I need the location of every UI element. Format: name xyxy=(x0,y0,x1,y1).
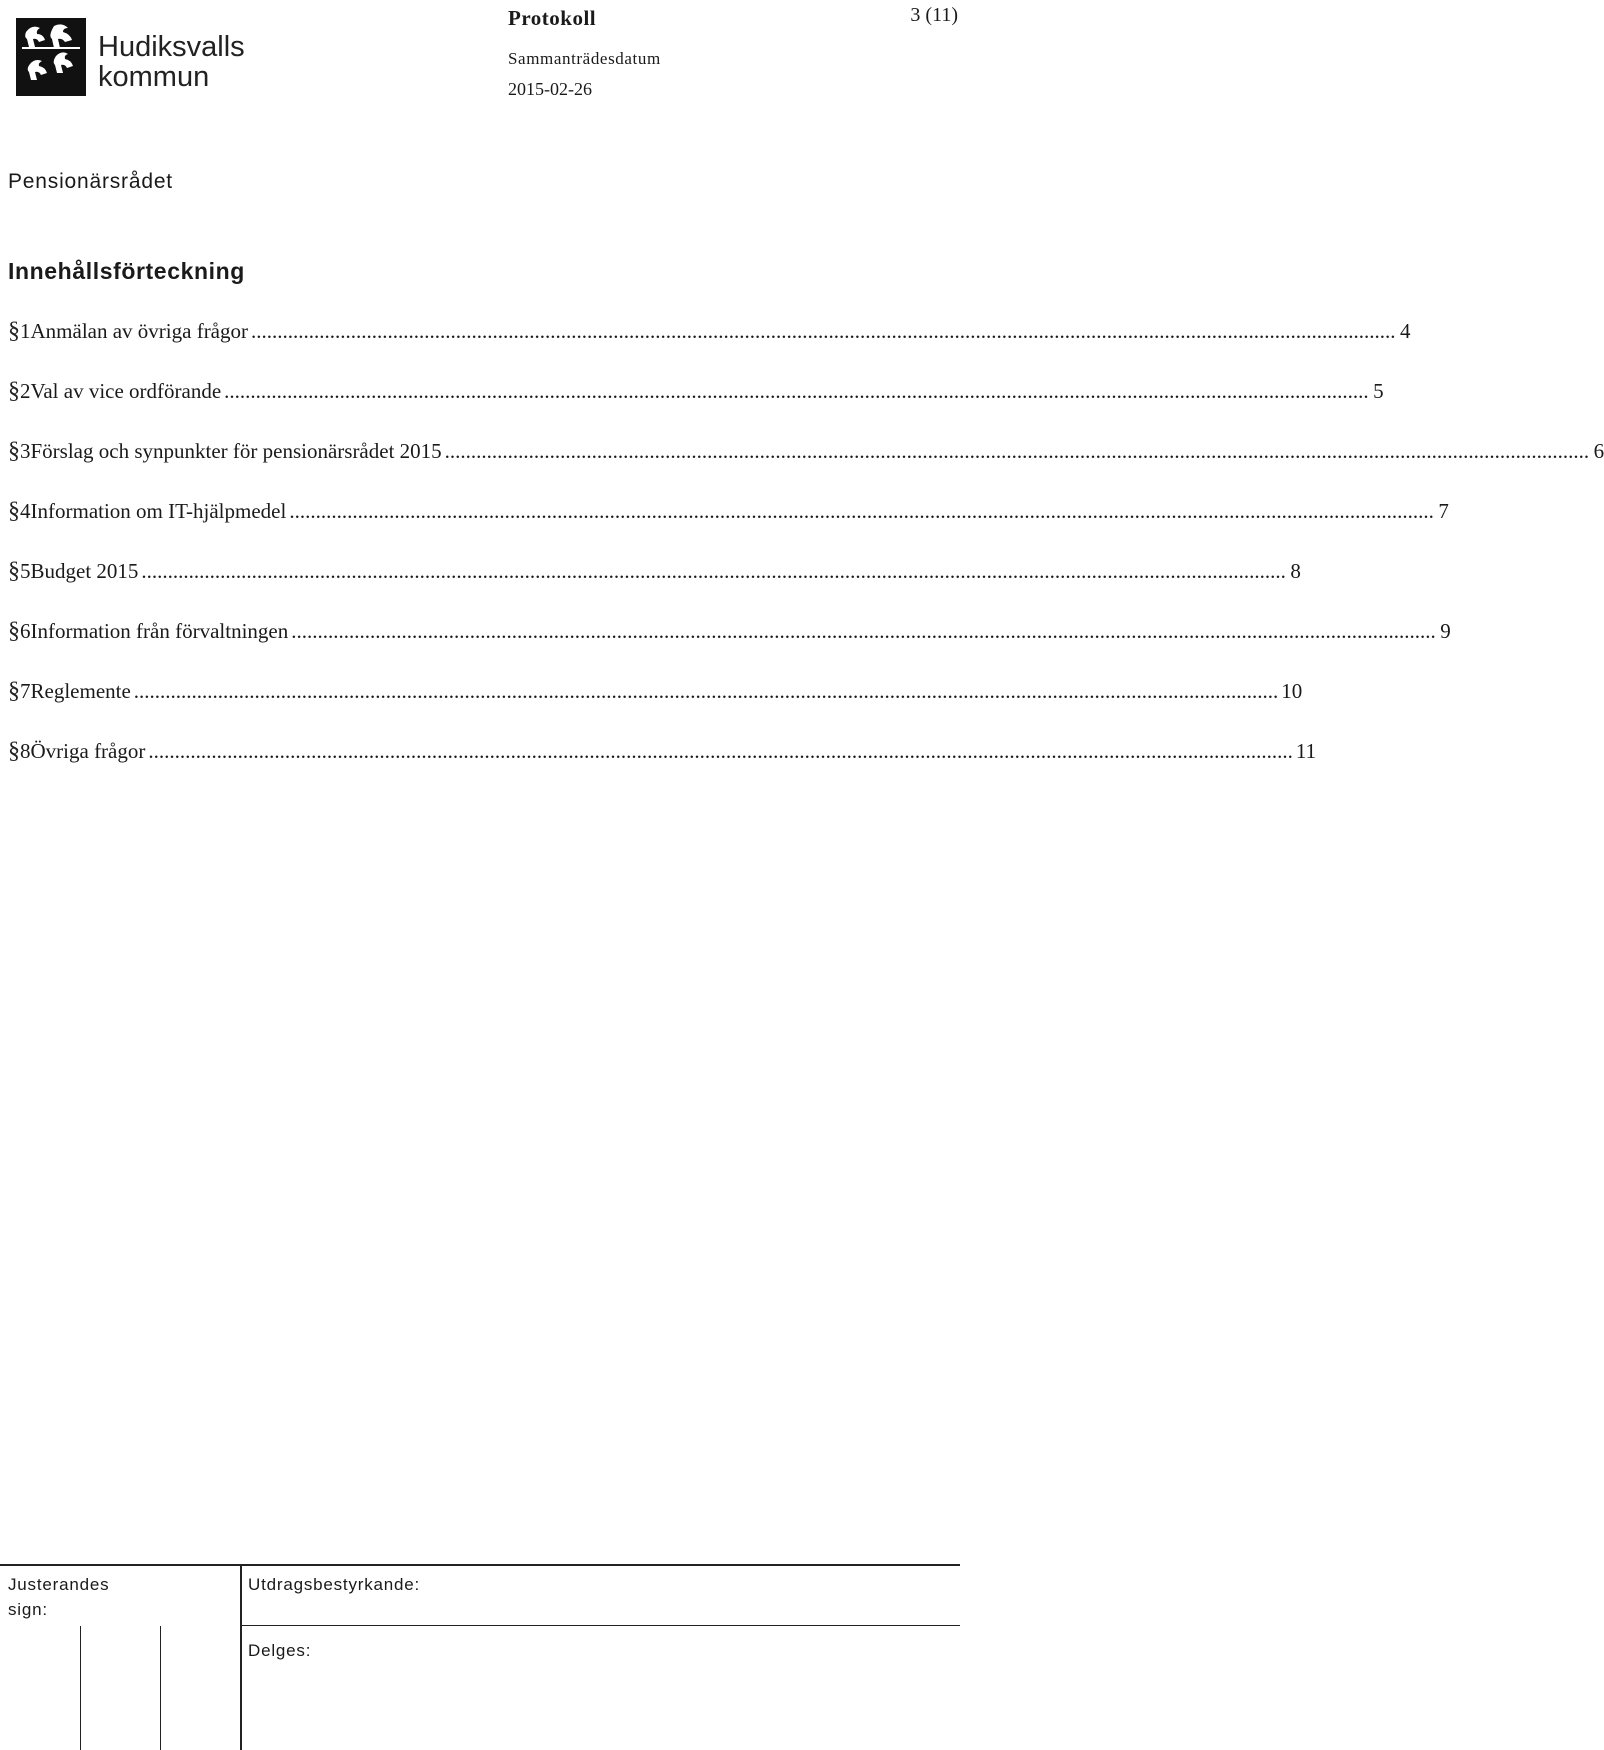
toc-item[interactable] xyxy=(8,618,1451,678)
toc-heading: Innehållsförteckning xyxy=(8,258,245,284)
toc-item-title: Information om IT-hjälpmedel xyxy=(30,499,287,523)
toc-item-number: 8 xyxy=(20,739,31,763)
toc-item-title: Förslag och synpunkter för pensionärsrådet 2015 xyxy=(30,439,442,463)
toc-item-number: 6 xyxy=(20,619,31,643)
toc-item-page: 6 xyxy=(1593,439,1604,463)
logo-text-line2: kommun xyxy=(98,61,210,93)
toc-item-page: 11 xyxy=(1295,739,1317,763)
section-symbol: § xyxy=(8,498,20,524)
section-symbol: § xyxy=(8,558,20,584)
toc-item[interactable] xyxy=(8,738,1317,798)
dot-leader: .......................................................................................................................................................................................................................... xyxy=(133,679,1279,703)
signers-label-line1: Justerandes xyxy=(8,1575,110,1594)
toc-item-number: 4 xyxy=(20,499,31,523)
toc-item-page: 4 xyxy=(1400,319,1411,343)
meeting-date-label: Sammanträdesdatum xyxy=(508,49,661,68)
dot-leader: .......................................................................................................................................................................................................................... xyxy=(224,379,1369,403)
toc-item-number: 7 xyxy=(20,679,31,703)
document-type: Protokoll xyxy=(508,6,597,30)
extract-certification-label: Utdragsbestyrkande: xyxy=(248,1575,421,1594)
toc-item-page: 5 xyxy=(1373,379,1384,403)
meeting-date: 2015-02-26 xyxy=(508,79,592,99)
signature-footer xyxy=(0,1564,960,1750)
section-symbol: § xyxy=(8,378,20,404)
signers-label-line2: sign: xyxy=(8,1600,48,1619)
dot-leader: .......................................................................................................................................................................................................................... xyxy=(444,439,1590,463)
toc-item[interactable] xyxy=(8,378,1384,438)
page-number: 3 (11) xyxy=(910,4,958,26)
toc-item[interactable] xyxy=(8,498,1449,558)
toc-item-title: Anmälan av övriga frågor xyxy=(30,319,248,343)
dot-leader: .......................................................................................................................................................................................................................... xyxy=(148,739,1293,763)
section-symbol: § xyxy=(8,618,20,644)
section-symbol: § xyxy=(8,438,20,464)
toc-item[interactable] xyxy=(8,558,1301,618)
dot-leader: .......................................................................................................................................................................................................................... xyxy=(289,499,1434,523)
footer-inner-divider xyxy=(242,1625,960,1626)
toc-item-title: Val av vice ordförande xyxy=(30,379,222,403)
toc-item-page: 10 xyxy=(1281,679,1303,703)
toc-item-title: Budget 2015 xyxy=(30,559,139,583)
table-of-contents xyxy=(8,318,1604,798)
toc-item-number: 5 xyxy=(20,559,31,583)
section-symbol: § xyxy=(8,678,20,704)
footer-top-border xyxy=(0,1564,960,1566)
toc-item-title: Reglemente xyxy=(30,679,131,703)
toc-item[interactable] xyxy=(8,438,1604,498)
municipality-logo xyxy=(16,18,266,96)
dot-leader: .......................................................................................................................................................................................................................... xyxy=(291,619,1436,643)
committee-name: Pensionärsrådet xyxy=(8,170,173,193)
distributed-to-label: Delges: xyxy=(248,1641,312,1660)
toc-item-page: 7 xyxy=(1438,499,1449,523)
signature-box-divider-1 xyxy=(80,1626,81,1750)
goat-emblem-icon xyxy=(16,18,266,96)
section-symbol: § xyxy=(8,738,20,764)
toc-item-page: 8 xyxy=(1290,559,1301,583)
toc-item-title: Övriga frågor xyxy=(30,739,146,763)
dot-leader: .......................................................................................................................................................................................................................... xyxy=(141,559,1286,583)
dot-leader: .......................................................................................................................................................................................................................... xyxy=(251,319,1396,343)
footer-divider xyxy=(240,1564,242,1750)
signers-label xyxy=(8,1572,109,1622)
toc-item-title: Information från förvaltningen xyxy=(30,619,289,643)
section-symbol: § xyxy=(8,318,20,344)
toc-item[interactable] xyxy=(8,678,1303,738)
logo-text-line1: Hudiksvalls xyxy=(98,31,245,63)
toc-item-number: 1 xyxy=(20,319,31,343)
signature-box-divider-2 xyxy=(160,1626,161,1750)
toc-item-number: 3 xyxy=(20,439,31,463)
toc-item-page: 9 xyxy=(1440,619,1451,643)
toc-item-number: 2 xyxy=(20,379,31,403)
toc-item[interactable] xyxy=(8,318,1411,378)
